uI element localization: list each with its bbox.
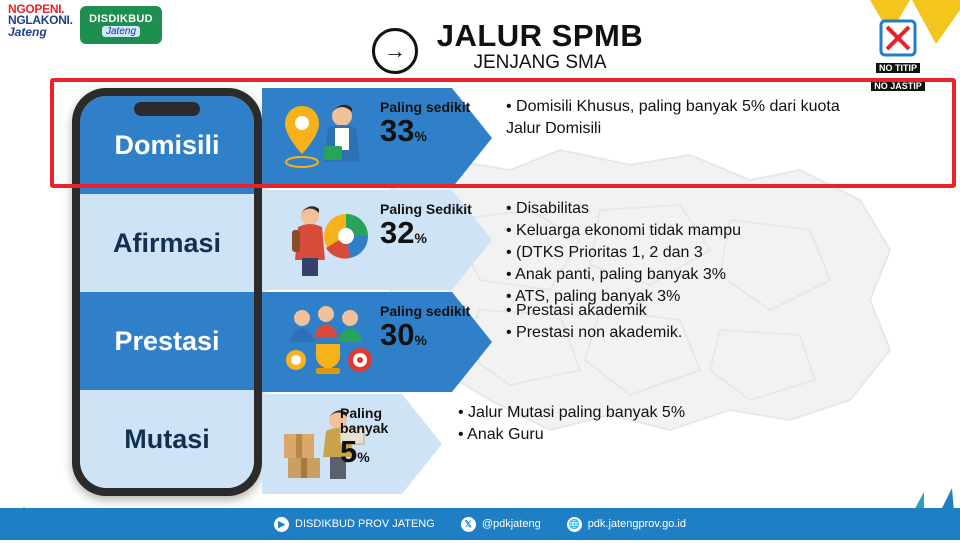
page-subtitle: JENJANG SMA xyxy=(473,52,607,73)
quota-prestasi-lead: Paling sedikit xyxy=(380,303,471,319)
footer-item-social[interactable] xyxy=(461,517,541,532)
logo-disdikbud-line1: DISDIKBUD xyxy=(89,13,153,25)
jalur-label-prestasi-text: Prestasi xyxy=(114,325,220,356)
arrow-right-circle-icon: → xyxy=(372,28,418,74)
jalur-afirmasi-bullets xyxy=(506,198,960,308)
quota-domisili-value: 33 xyxy=(380,113,415,148)
quota-prestasi-unit: % xyxy=(414,332,427,348)
phone-notch xyxy=(134,102,200,116)
logo-jateng-line1: NGOPENI. xyxy=(8,2,65,16)
no-entry-sign-icon xyxy=(878,18,918,58)
footer-label: DISDIKBUD PROV JATENG xyxy=(295,518,435,530)
logo-jateng-line2: NGLAKONI. xyxy=(8,13,73,27)
social-x-instagram-icon: 𝕏 xyxy=(461,517,476,532)
quota-afirmasi-lead: Paling Sedikit xyxy=(380,201,472,217)
jalur-label-prestasi[interactable] xyxy=(80,292,254,390)
list-item: • ATS, paling banyak 3% xyxy=(506,288,681,305)
jalur-label-mutasi[interactable] xyxy=(80,390,254,488)
quota-domisili xyxy=(380,100,472,152)
student-scholarship-icon xyxy=(280,200,376,280)
quota-afirmasi xyxy=(380,202,472,254)
quota-afirmasi-unit: % xyxy=(414,230,427,246)
list-item: • Anak panti, paling banyak 3% xyxy=(506,266,726,283)
list-item: • Keluarga ekonomi tidak mampu xyxy=(506,222,742,239)
footer-label: @pdkjateng xyxy=(481,518,541,530)
footer-item-website[interactable] xyxy=(567,517,686,532)
list-item: • Prestasi non akademik. xyxy=(506,324,683,341)
quota-mutasi-value: 5 xyxy=(340,434,358,469)
jalur-label-domisili-text: Domisili xyxy=(114,129,220,160)
logo-jateng xyxy=(8,4,78,46)
jalur-prestasi-bullets xyxy=(506,300,960,344)
quota-prestasi xyxy=(380,304,472,356)
phone-mockup xyxy=(72,88,262,496)
jalur-mutasi-bullets xyxy=(458,402,928,446)
page-title: JALUR SPMB xyxy=(436,18,644,53)
list-item: • Anak Guru xyxy=(458,426,544,443)
quota-mutasi-lead: Paling banyak xyxy=(340,405,389,436)
quota-domisili-unit: % xyxy=(414,128,427,144)
youtube-icon: ▶ xyxy=(274,517,289,532)
quota-mutasi xyxy=(340,406,432,473)
list-item: • Domisili Khusus, paling banyak 5% dari kuota xyxy=(506,98,840,115)
list-item: • Disabilitas xyxy=(506,200,589,217)
footer-item-youtube[interactable] xyxy=(274,517,435,532)
list-item: • (DTKS Prioritas 1, 2 dan 3 xyxy=(506,244,703,261)
jalur-label-mutasi-text: Mutasi xyxy=(124,423,210,454)
logo-disdikbud-line2: Jateng xyxy=(102,26,140,37)
jalur-label-afirmasi[interactable] xyxy=(80,194,254,292)
no-titip-stamp xyxy=(862,18,934,91)
no-titip-line2: NO JASTIP xyxy=(871,81,925,91)
logo-jateng-line3: Jateng xyxy=(8,25,47,39)
globe-icon: 🌐 xyxy=(567,517,582,532)
location-pin-student-icon xyxy=(280,98,376,178)
quota-mutasi-unit: % xyxy=(357,449,370,465)
quota-prestasi-value: 30 xyxy=(380,317,415,352)
list-item: • Jalur Mutasi paling banyak 5% xyxy=(458,404,686,421)
page-header xyxy=(330,18,750,74)
quota-afirmasi-value: 32 xyxy=(380,215,415,250)
jalur-label-afirmasi-text: Afirmasi xyxy=(112,227,222,258)
list-item: Jalur Domisili xyxy=(506,120,602,137)
no-titip-line1: NO TITIP xyxy=(876,63,920,73)
jalur-domisili-bullets xyxy=(506,96,960,140)
list-item: • Prestasi akademik xyxy=(506,302,647,319)
footer-bar xyxy=(0,508,960,540)
quota-domisili-lead: Paling sedikit xyxy=(380,99,471,115)
footer-label: pdk.jatengprov.go.id xyxy=(587,518,686,530)
logo-disdikbud xyxy=(80,6,162,44)
trophy-students-icon xyxy=(280,302,376,382)
